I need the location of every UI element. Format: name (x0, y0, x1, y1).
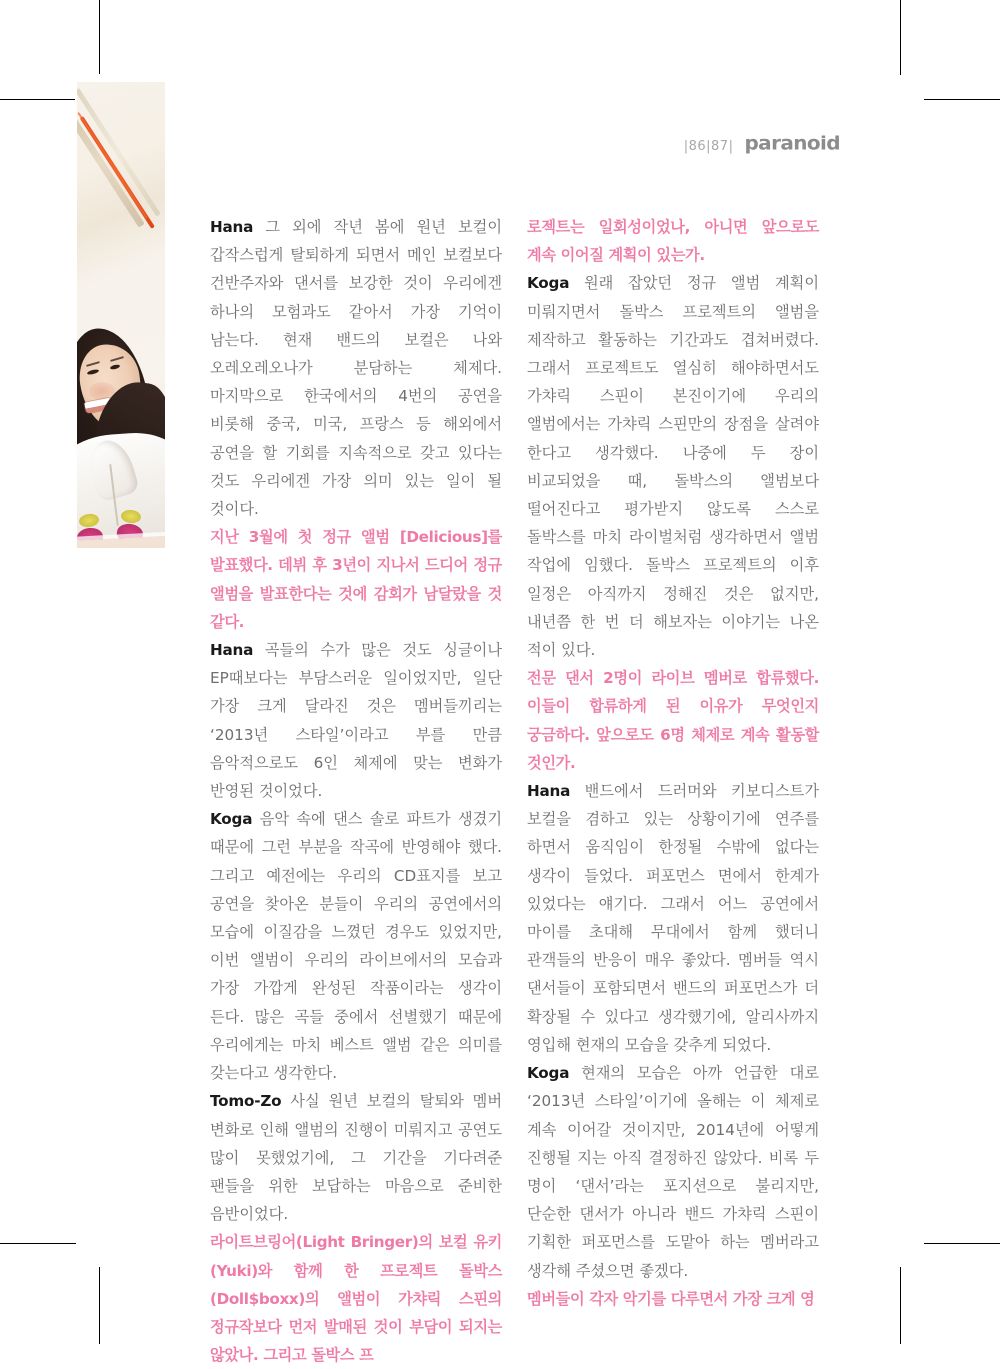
answer-text: 그 외에 작년 봄에 원년 보컬이 갑작스럽게 탈퇴하게 되면서 메인 보컬보다 건반주자와 댄서를 보강한 것이 우리에겐 하나의 모험과도 같아서 가장 기억이 남는다. 현재 밴드의 보컬은 나와 오레오레오나가 분담하는 체제다. 마지막으로 한국에서의 4번의 공연을 비롯해 중국, 미국, 프랑스 등 해외에서 공연을 할 기회를 지속적으로 갖고 있다는 것도 우리에겐 가장 의미 있는 일이 될 것이다. (210, 218, 502, 519)
crop-mark-top-left-horizontal (0, 99, 75, 100)
speaker-name: Koga (527, 274, 570, 293)
crop-mark-top-left-vertical (99, 0, 100, 74)
orange-stripe-thin (77, 112, 147, 219)
speaker-name: Koga (527, 1064, 570, 1083)
paragraph-question (527, 213, 819, 269)
paragraph-answer (210, 213, 502, 523)
answer-text: 현재의 모습은 아까 언급한 대로 ‘2013년 스타일’이기에 올해는 이 체제로 계속 이어갈 것이지만, 2014년에 어떻게 진행될 지는 아직 결정하진 않았다. 비록 두 명이 ‘댄서’라는 포지션으로 불리지만, 단순한 댄서가 아니라 밴드 가챠릭 스핀이 기획한 퍼포먼스를 도맡아 하는 멤버라고 생각해 주셨으면 좋겠다. (527, 1064, 819, 1280)
text-column-right (527, 213, 819, 1313)
question-text: 로젝트는 일회성이었나, 아니면 앞으로도 계속 이어질 계획이 있는가. (527, 218, 819, 265)
photo-background (77, 82, 165, 548)
text-column-left (210, 213, 502, 1369)
crop-mark-top-right-horizontal (924, 99, 1000, 100)
paragraph-answer (210, 1087, 502, 1228)
speaker-name: Koga (210, 810, 253, 829)
paragraph-question (527, 664, 819, 777)
question-text: 라이트브링어(Light Bringer)의 보컬 유키(Yuki)와 함께 한 프로젝트 돌박스(Doll$boxx)의 앨범이 가챠릭 스핀의 정규작보다 먼저 발매된 것이 부담이 되지는 않았나. 그리고 돌박스 프 (210, 1233, 502, 1365)
speaker-name: Tomo-Zo (210, 1092, 282, 1111)
answer-text: 원래 잡았던 정규 앨범 계획이 미뤄지면서 돌박스 프로젝트의 앨범을 제작하고 활동하는 기간과도 겹쳐버렸다. 그래서 프로젝트도 열심히 해야하면서도 가챠릭 스핀이 본진이기에 우리의 앨범에서는 가챠릭 스핀만의 장점을 살려야 한다고 생각했다. 나중에 두 장이 비교되었을 때, 돌박스의 앨범보다 떨어진다고 평가받지 않도록 스스로 돌박스를 마치 라이벌처럼 생각하면서 앨범 작업에 임했다. 돌박스 프로젝트의 이후 일정은 아직까지 정해진 것은 없지만, 내년쯤 한 번 더 해보자는 이야기는 나온 적이 있다. (527, 274, 819, 660)
speaker-name: Hana (210, 641, 254, 660)
answer-text: 밴드에서 드러머와 키보디스트가 보컬을 겸하고 있는 상황이기에 연주를 하면서 움직임이 한정될 수밖에 없다는 생각이 들었다. 퍼포먼스 면에서 한계가 있었다는 얘기다. 그래서 어느 공연에서 마이를 초대해 무대에서 함께 했더니 관객들의 반응이 매우 좋았다. 멤버들 역시 댄서들이 포함되면서 밴드의 퍼포먼스가 더 확장될 수 있다고 생각했기에, 알리사까지 영입해 현재의 모습을 갖추게 되었다. (527, 782, 819, 1054)
question-text: 지난 3월에 첫 정규 앨범 [Delicious]를 발표했다. 데뷔 후 3년이 지나서 드디어 정규 앨범을 발표한다는 것에 감회가 남달랐을 것 같다. (210, 528, 502, 631)
crop-mark-bottom-left-horizontal (0, 1243, 76, 1244)
question-text: 멤버들이 각자 악기를 다루면서 가장 크게 영 (527, 1289, 815, 1308)
paragraph-answer (527, 269, 819, 664)
article-photo (77, 82, 165, 548)
answer-text: 음악 속에 댄스 솔로 파트가 생겼기 때문에 그런 부분을 작곡에 반영해야 했다. 그리고 예전에는 우리의 CD표지를 보고 공연을 찾아온 분들이 우리의 공연에서의 모습에 이질감을 느꼈던 경우도 있었지만, 이번 앨범이 우리의 라이브에서의 모습과 가장 가깝게 완성된 작품이라는 생각이 든다. 많은 곡들 중에서 선별했기 때문에 우리에게는 마치 베스트 앨범 같은 의미를 갖는다고 생각한다. (210, 810, 502, 1083)
paragraph-answer (527, 1059, 819, 1285)
paragraph-answer (527, 777, 819, 1059)
magazine-brand-logo: paranoid (744, 131, 840, 155)
question-text: 전문 댄서 2명이 라이브 멤버로 합류했다. 이들이 합류하게 된 이유가 무엇인지 궁금하다. 앞으로도 6명 체제로 계속 활동할 것인가. (527, 669, 819, 772)
paragraph-question (210, 1228, 502, 1369)
answer-text: 곡들의 수가 많은 것도 싱글이나 EP때보다는 부담스러운 일이었지만, 일단 가장 크게 달라진 것은 멤버들끼리는 ‘2013년 스타일’이라고 부를 만큼 음악적으로도 6인 체제에 맞는 변화가 반영된 것이었다. (210, 641, 502, 801)
paragraph-answer (210, 636, 502, 805)
paragraph-question (527, 1285, 819, 1313)
page-folio (600, 131, 840, 159)
crop-mark-bottom-left-vertical (99, 1267, 100, 1344)
paragraph-answer (210, 805, 502, 1087)
speaker-name: Hana (210, 218, 254, 236)
crop-mark-top-right-vertical (900, 0, 901, 75)
answer-text: 사실 원년 보컬의 탈퇴와 멤버 변화로 인해 앨범의 진행이 미뤄지고 공연도 많이 못했었기에, 그 기간을 기다려준 팬들을 위한 보답하는 마음으로 준비한 음반이었다. (210, 1092, 502, 1224)
page-number-label: |86|87| (683, 139, 734, 154)
crop-mark-bottom-right-horizontal (924, 1243, 1000, 1244)
crop-mark-bottom-right-vertical (900, 1267, 901, 1344)
speaker-name: Hana (527, 782, 571, 801)
paragraph-question (210, 523, 502, 636)
